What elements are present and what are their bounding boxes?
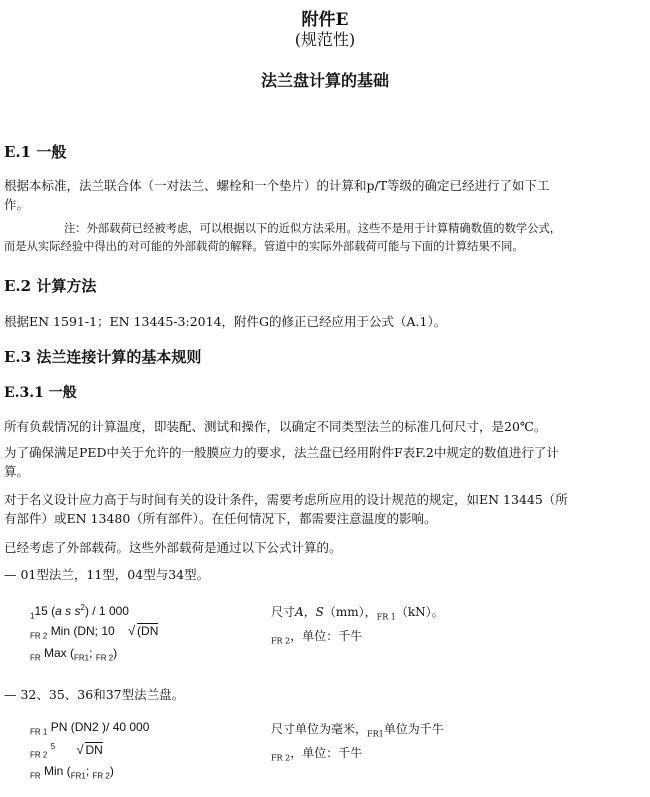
e3-paragraph-2: [4, 443, 644, 481]
e1-note-line-1: 注：外部载荷已经被考虑，可以根据以下的近似方法采用。这些不是用于计算精确数值的数学公式，: [64, 222, 562, 235]
list-item-flange-types-2: — 32、35、36和37型法兰盘。: [4, 687, 185, 702]
section-e1-heading: E.1 一般: [4, 143, 67, 161]
e1-note-line-2: 而是从实际经验中得出的对可能的外部载荷的解释。管道中的实际外部载荷可能与下面的计算结果不同。: [4, 240, 524, 253]
e3-p3-line-2: 有部件）或EN 13480（所有部件）。在任何情况下，都需要注意温度的影响。: [4, 511, 437, 526]
formula1-explanation-1: 尺寸A，S（mm），$_{FR 1}$（kN）。: [271, 605, 444, 622]
section-e3-heading: E.3 法兰连接计算的基本规则: [4, 348, 202, 366]
formula2-line-2: $_{FR 2}$ $^5$ √ DN: [30, 742, 103, 759]
formula1-line-1: $_1$15 (a s $s^2) / 1$ 000: [30, 603, 129, 621]
e1-para-line-1: 根据本标准，法兰联合体（一对法兰、螺栓和一个垫片）的计算和p/T等级的确定已经进行了如下工: [4, 178, 550, 193]
section-e2-paragraph: 根据EN 1591-1；EN 13445-3:2014，附件G的修正已经应用于公式（A.1）。: [4, 314, 447, 329]
e3-p2-line-1: 为了确保满足PED中关于允许的一般膜应力的要求，法兰盘已经用附件F表F.2中规定的数值进行了计: [4, 445, 559, 460]
formula1-explanation-2: $_{FR 2}$，单位：千牛: [271, 629, 363, 646]
formula1-line-2: $_{FR 2}$ Min (DN; 10 √ (DN: [30, 624, 158, 640]
section-e1-note: [4, 220, 644, 256]
e1-para-line-2: 作。: [4, 197, 30, 212]
e3-paragraph-4: 已经考虑了外部载荷。这些外部载荷是通过以下公式计算的。: [4, 540, 342, 555]
document-title: 法兰盘计算的基础: [260, 71, 389, 90]
formula1-line-3: $_{FR}$ Max ($_{FR1}$; $_{FR 2}$): [30, 646, 118, 663]
section-e1-paragraph: [4, 176, 644, 214]
formula2-line-3: $_{FR}$ Min ($_{FR1}$; $_{FR 2}$): [30, 764, 114, 781]
section-e31-heading: E.3.1 一般: [4, 385, 77, 401]
sqrt-symbol: √ (DN: [128, 624, 158, 638]
e3-paragraph-3: [4, 490, 644, 528]
annex-title: 附件E: [301, 10, 349, 30]
e3-p2-line-2: 算。: [4, 464, 30, 479]
formula2-explanation-2: $_{FR 2}$，单位：千牛: [271, 746, 363, 763]
e3-paragraph-1: 所有负载情况的计算温度，即装配、测试和操作，以确定不同类型法兰的标准几何尺寸，是20℃。: [4, 419, 547, 434]
e3-p3-line-1: 对于名义设计应力高于与时间有关的设计条件，需要考虑所应用的设计规范的规定，如EN 13445（所: [4, 492, 568, 507]
formula2-line-1: $_{FR 1}$ PN (DN2 )/ 40 000: [30, 720, 150, 737]
annex-type: (规范性): [294, 30, 356, 49]
formula2-explanation-1: 尺寸单位为毫米，$_{FR1}$单位为千牛: [271, 722, 444, 739]
sqrt-symbol: √ DN: [76, 743, 102, 757]
section-e2-heading: E.2 计算方法: [4, 277, 97, 295]
list-item-flange-types-1: — 01型法兰，11型，04型与34型。: [4, 567, 210, 582]
